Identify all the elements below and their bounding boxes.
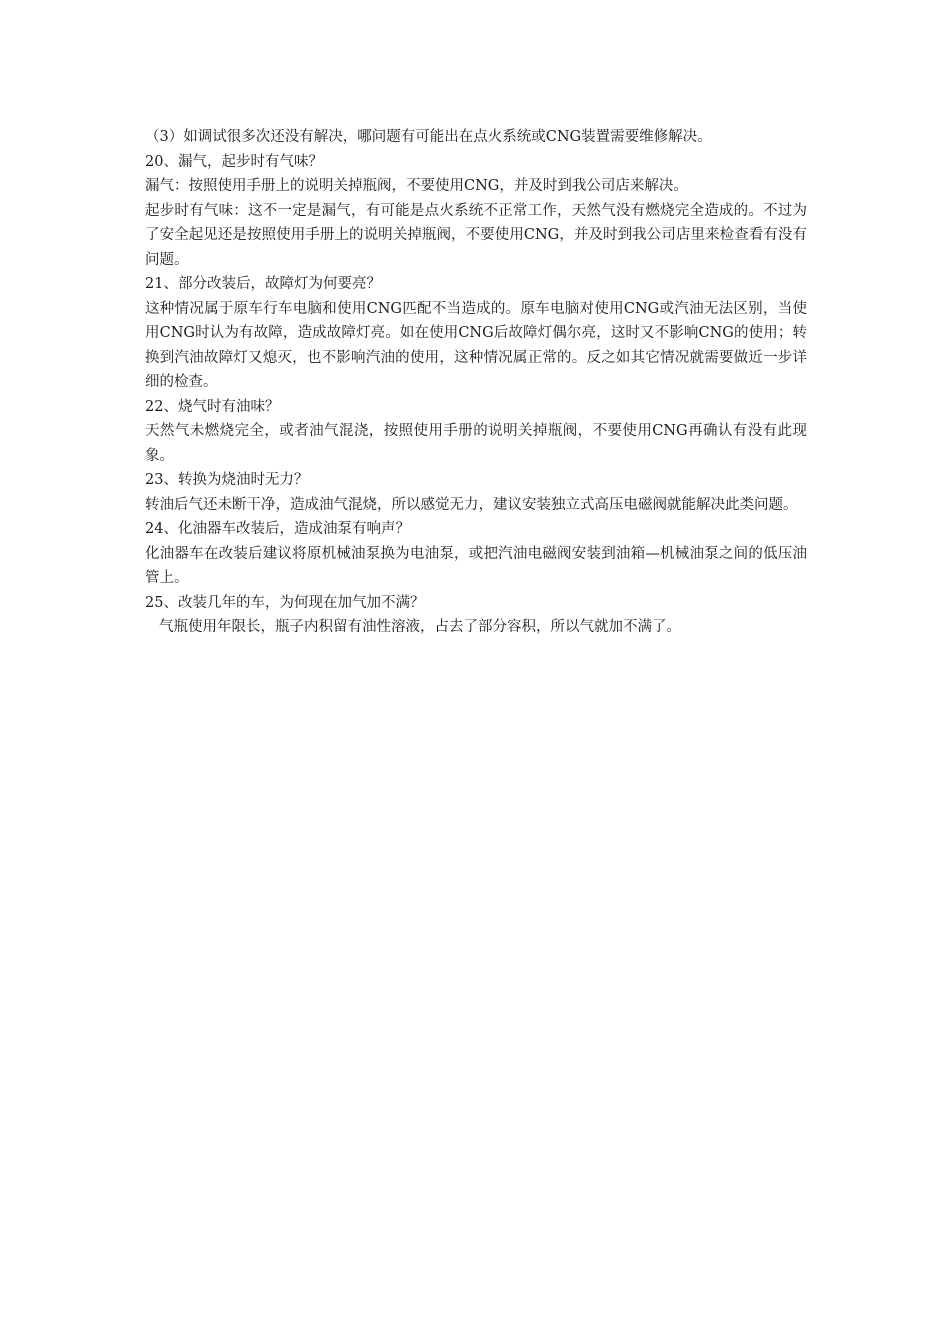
answer-22: 天然气未燃烧完全，或者油气混浇，按照使用手册的说明关掉瓶阀，不要使用CNG再确认有没有此现象。 <box>145 423 807 464</box>
document-body <box>145 125 807 640</box>
question-20-heading: 20、漏气，起步时有气味？ <box>145 153 323 170</box>
answer-20-odor: 起步时有气味：这不一定是漏气，有可能是点火系统不正常工作，天然气没有燃烧完全造成的。不过为了安全起见还是按照使用手册上的说明关掉瓶阀，不要使用CNG，并及时到我公司店里来检查看有没有问题。 <box>145 202 807 268</box>
answer-23: 转油后气还未断干净，造成油气混烧，所以感觉无力，建议安装独立式高压电磁阀就能解决此类问题。 <box>145 496 798 513</box>
question-23-heading: 23、转换为烧油时无力？ <box>145 472 309 488</box>
question-22-heading: 22、烧气时有油味？ <box>145 398 280 415</box>
paragraph-item-3-note: （3）如调试很多次还没有解决，哪问题有可能出在点火系统或CNG装置需要维修解决。 <box>145 129 712 145</box>
answer-20-leak: 漏气：按照使用手册上的说明关掉瓶阀，不要使用CNG，并及时到我公司店来解决。 <box>145 178 688 194</box>
question-21-heading: 21、部分改装后，故障灯为何要亮？ <box>145 276 381 292</box>
answer-24: 化油器车在改装后建议将原机械油泵换为电油泵，或把汽油电磁阀安装到油箱—机械油泵之间的低压油管上。 <box>145 545 807 586</box>
question-24-heading: 24、化油器车改装后，造成油泵有响声？ <box>145 521 410 537</box>
answer-25: 气瓶使用年限长，瓶子内积留有油性溶液，占去了部分容积，所以气就加不满了。 <box>159 619 681 635</box>
question-25-heading: 25、改装几年的车，为何现在加气加不满？ <box>145 594 425 611</box>
answer-21: 这种情况属于原车行车电脑和使用CNG匹配不当造成的。原车电脑对使用CNG或汽油无法区别，当使用CNG时认为有故障，造成故障灯亮。如在使用CNG后故障灯偶尔亮，这时又不影响CNG的使用；转换到汽油故障灯又熄灭，也不影响汽油的使用，这种情况属正常的。反之如其它情况就需要做近一步详细的检查。 <box>145 300 807 390</box>
